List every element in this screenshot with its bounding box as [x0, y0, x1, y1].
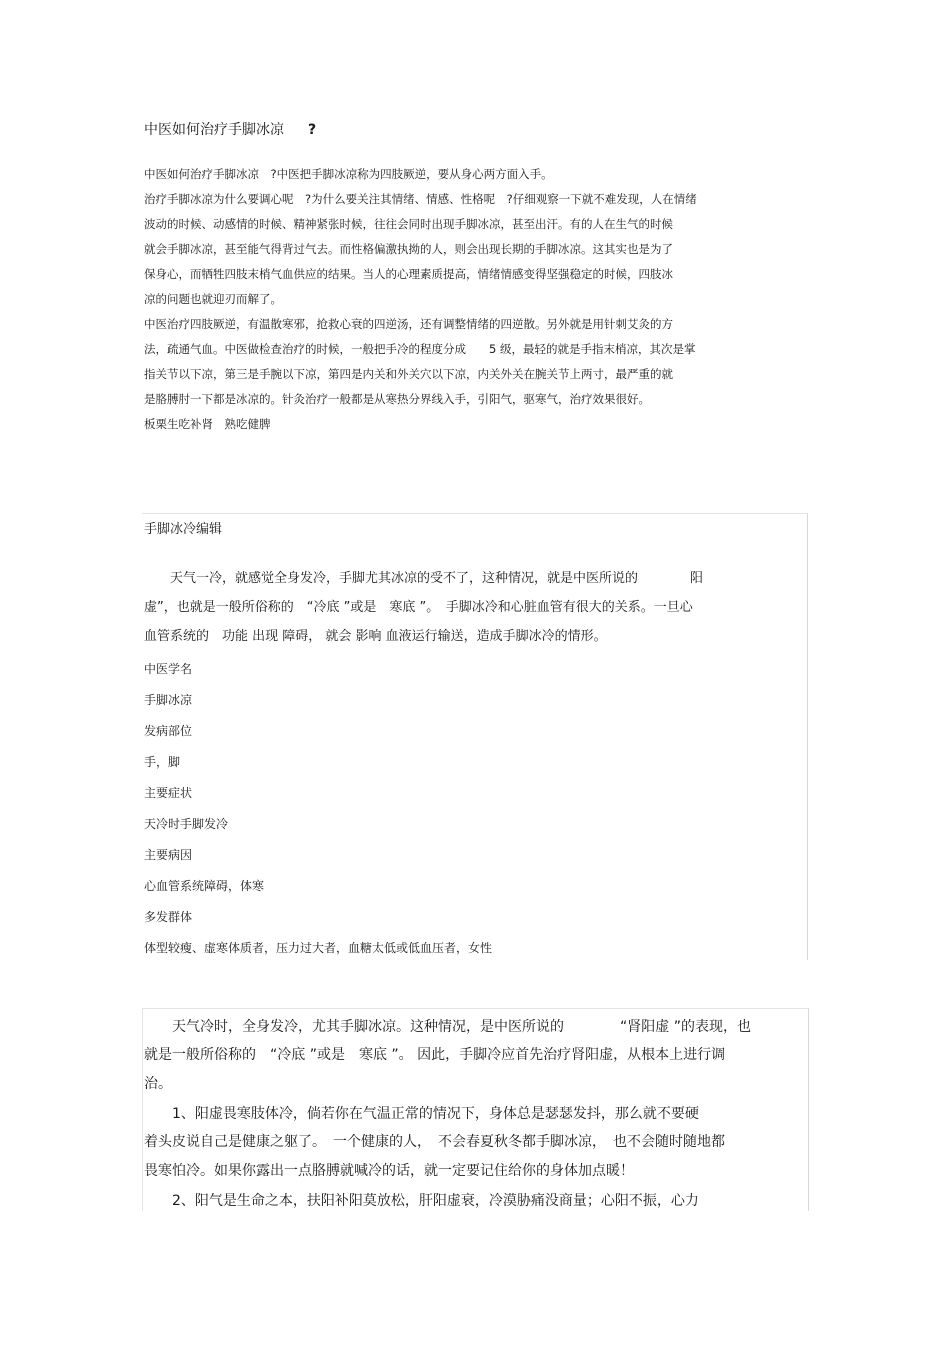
box1-heading: 手脚冰冷编辑: [144, 522, 223, 537]
info-value: 心血管系统障碍，体寒: [144, 879, 265, 893]
info-label: 发病部位: [144, 724, 193, 738]
box1-paragraph-line: 血管系统的 功能 出现 障碍， 就会 影响 血液运行输送，造成手脚冰冷的情形。: [144, 629, 607, 644]
info-label: 多发群体: [144, 910, 193, 924]
box2-line: 1、阳虚畏寒肢体冷，倘若你在气温正常的情况下，身体总是瑟瑟发抖，那么就不要硬: [144, 1106, 699, 1122]
info-label: 中医学名: [144, 662, 193, 676]
box2-line: 着头皮说自己是健康之躯了。 一个健康的人， 不会春夏秋冬都手脚冰凉， 也不会随时随地都: [144, 1134, 725, 1150]
section1-line: 治疗手脚冰凉为什么要调心呢 ?为什么要关注其情绪、情感、性格呢 ?仔细观察一下就不难发现，人在情绪: [144, 192, 697, 206]
section1-line: 保身心，而牺牲四肢末梢气血供应的结果。当人的心理素质提高，情绪情感变得坚强稳定的时候，四肢冰: [144, 267, 673, 281]
section1-line: 波动的时候、动感情的时候、精神紧张时候，往往会同时出现手脚冰凉，甚至出汗。有的人在生气的时候: [144, 217, 673, 231]
info-label: 主要症状: [144, 786, 193, 800]
section1-line: 板栗生吃补肾 熟吃健脾: [144, 417, 271, 431]
box2-line: 2、阳气是生命之本，扶阳补阳莫放松，肝阳虚衰，冷漠胁痛没商量；心阳不振，心力: [144, 1193, 699, 1209]
title-question-mark: ?: [308, 122, 317, 138]
title-text: 中医如何治疗手脚冰凉: [144, 122, 284, 138]
article-title: [144, 119, 316, 139]
box2-line: 畏寒怕冷。如果你露出一点胳膊就喊冷的话，就一定要记住给你的身体加点暖！: [144, 1163, 634, 1179]
box2-line: 治。: [144, 1076, 172, 1092]
info-value: 手脚冰凉: [144, 693, 193, 707]
info-value: 体型较瘦、虚寒体质者，压力过大者，血糖太低或低血压者，女性: [144, 941, 493, 955]
section1-line: 是胳膊肘一下都是冰凉的。针灸治疗一般都是从寒热分界线入手，引阳气，驱寒气，治疗效果很好。: [144, 392, 650, 406]
box1-paragraph-line: 天气一冷，就感觉全身发冷，手脚尤其冰凉的受不了，这种情况，就是中医所说的 阳: [144, 571, 704, 586]
section1-line: 中医如何治疗手脚冰凉 ?中医把手脚冰凉称为四肢厥逆，要从身心两方面入手。: [144, 167, 553, 181]
section1-line: 凉的问题也就迎刃而解了。: [144, 292, 282, 306]
info-label: 主要病因: [144, 848, 193, 862]
section1-line: 就会手脚冰凉，甚至能气得背过气去。而性格偏激执拗的人，则会出现长期的手脚冰凉。这其实也是为了: [144, 242, 673, 256]
section1-line: 法，疏通气血。中医做检查治疗的时候，一般把手冷的程度分成 5 级，最轻的就是手指末梢凉，其次是掌: [144, 342, 696, 356]
section1-line: 中医治疗四肢厥逆，有温散寒邪，抢救心衰的四逆汤，还有调整情绪的四逆散。另外就是用针刺艾灸的方: [144, 317, 673, 331]
info-value: 天冷时手脚发冷: [144, 817, 229, 831]
section1-line: 指关节以下凉，第三是手腕以下凉，第四是内关和外关穴以下凉，内关外关在腕关节上两寸，最严重的就: [144, 367, 673, 381]
box2-line: 天气冷时，全身发冷，尤其手脚冰凉。这种情况，是中医所说的 “肾阳虚 ”的表现，也: [144, 1019, 751, 1035]
info-value: 手，脚: [144, 755, 181, 769]
box2-line: 就是一般所俗称的 “冷底 ”或是 寒底 ”。 因此，手脚冷应首先治疗肾阳虚，从根本上进行调: [144, 1047, 726, 1063]
box1-paragraph-line: 虚”，也就是一般所俗称的 “冷底 ”或是 寒底 ”。 手脚冰冷和心脏血管有很大的关系。一旦心: [144, 600, 693, 615]
